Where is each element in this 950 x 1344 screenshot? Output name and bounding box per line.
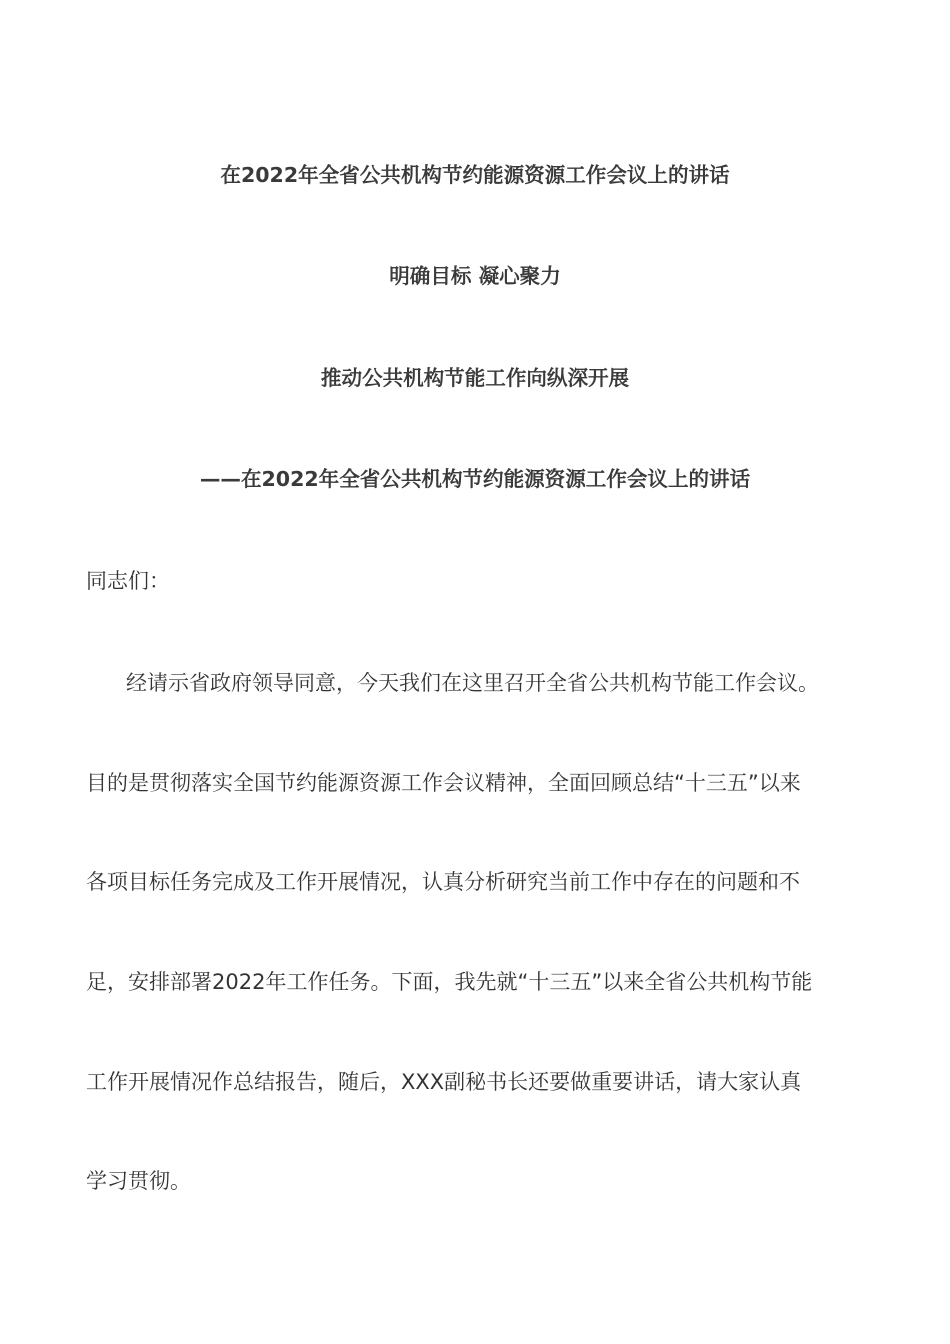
paragraph-line: 目的是贯彻落实全国节约能源资源工作会议精神，全面回顾总结“十三五”以来 <box>86 771 801 795</box>
paragraph-line: 足，安排部署2022年工作任务。下面，我先就“十三五”以来全省公共机构节能 <box>86 970 813 994</box>
paragraph-line: 各项目标任务完成及工作开展情况，认真分析研究当前工作中存在的问题和不 <box>86 870 800 894</box>
subtitle-line-2: 推动公共机构节能工作向纵深开展 <box>320 366 630 390</box>
paragraph-line: 工作开展情况作总结报告，随后，XXX副秘书长还要做重要讲话，请大家认真 <box>86 1070 802 1094</box>
subtitle-line-3: ——在2022年全省公共机构节约能源资源工作会议上的讲话 <box>199 467 751 491</box>
document-title: 在2022年全省公共机构节约能源资源工作会议上的讲话 <box>220 163 730 187</box>
salutation: 同志们： <box>86 569 170 593</box>
paragraph-line: 经请示省政府领导同意，今天我们在这里召开全省公共机构节能工作会议。 <box>126 671 819 695</box>
paragraph-line: 学习贯彻。 <box>86 1169 191 1193</box>
subtitle-line-1: 明确目标 凝心聚力 <box>389 264 561 288</box>
